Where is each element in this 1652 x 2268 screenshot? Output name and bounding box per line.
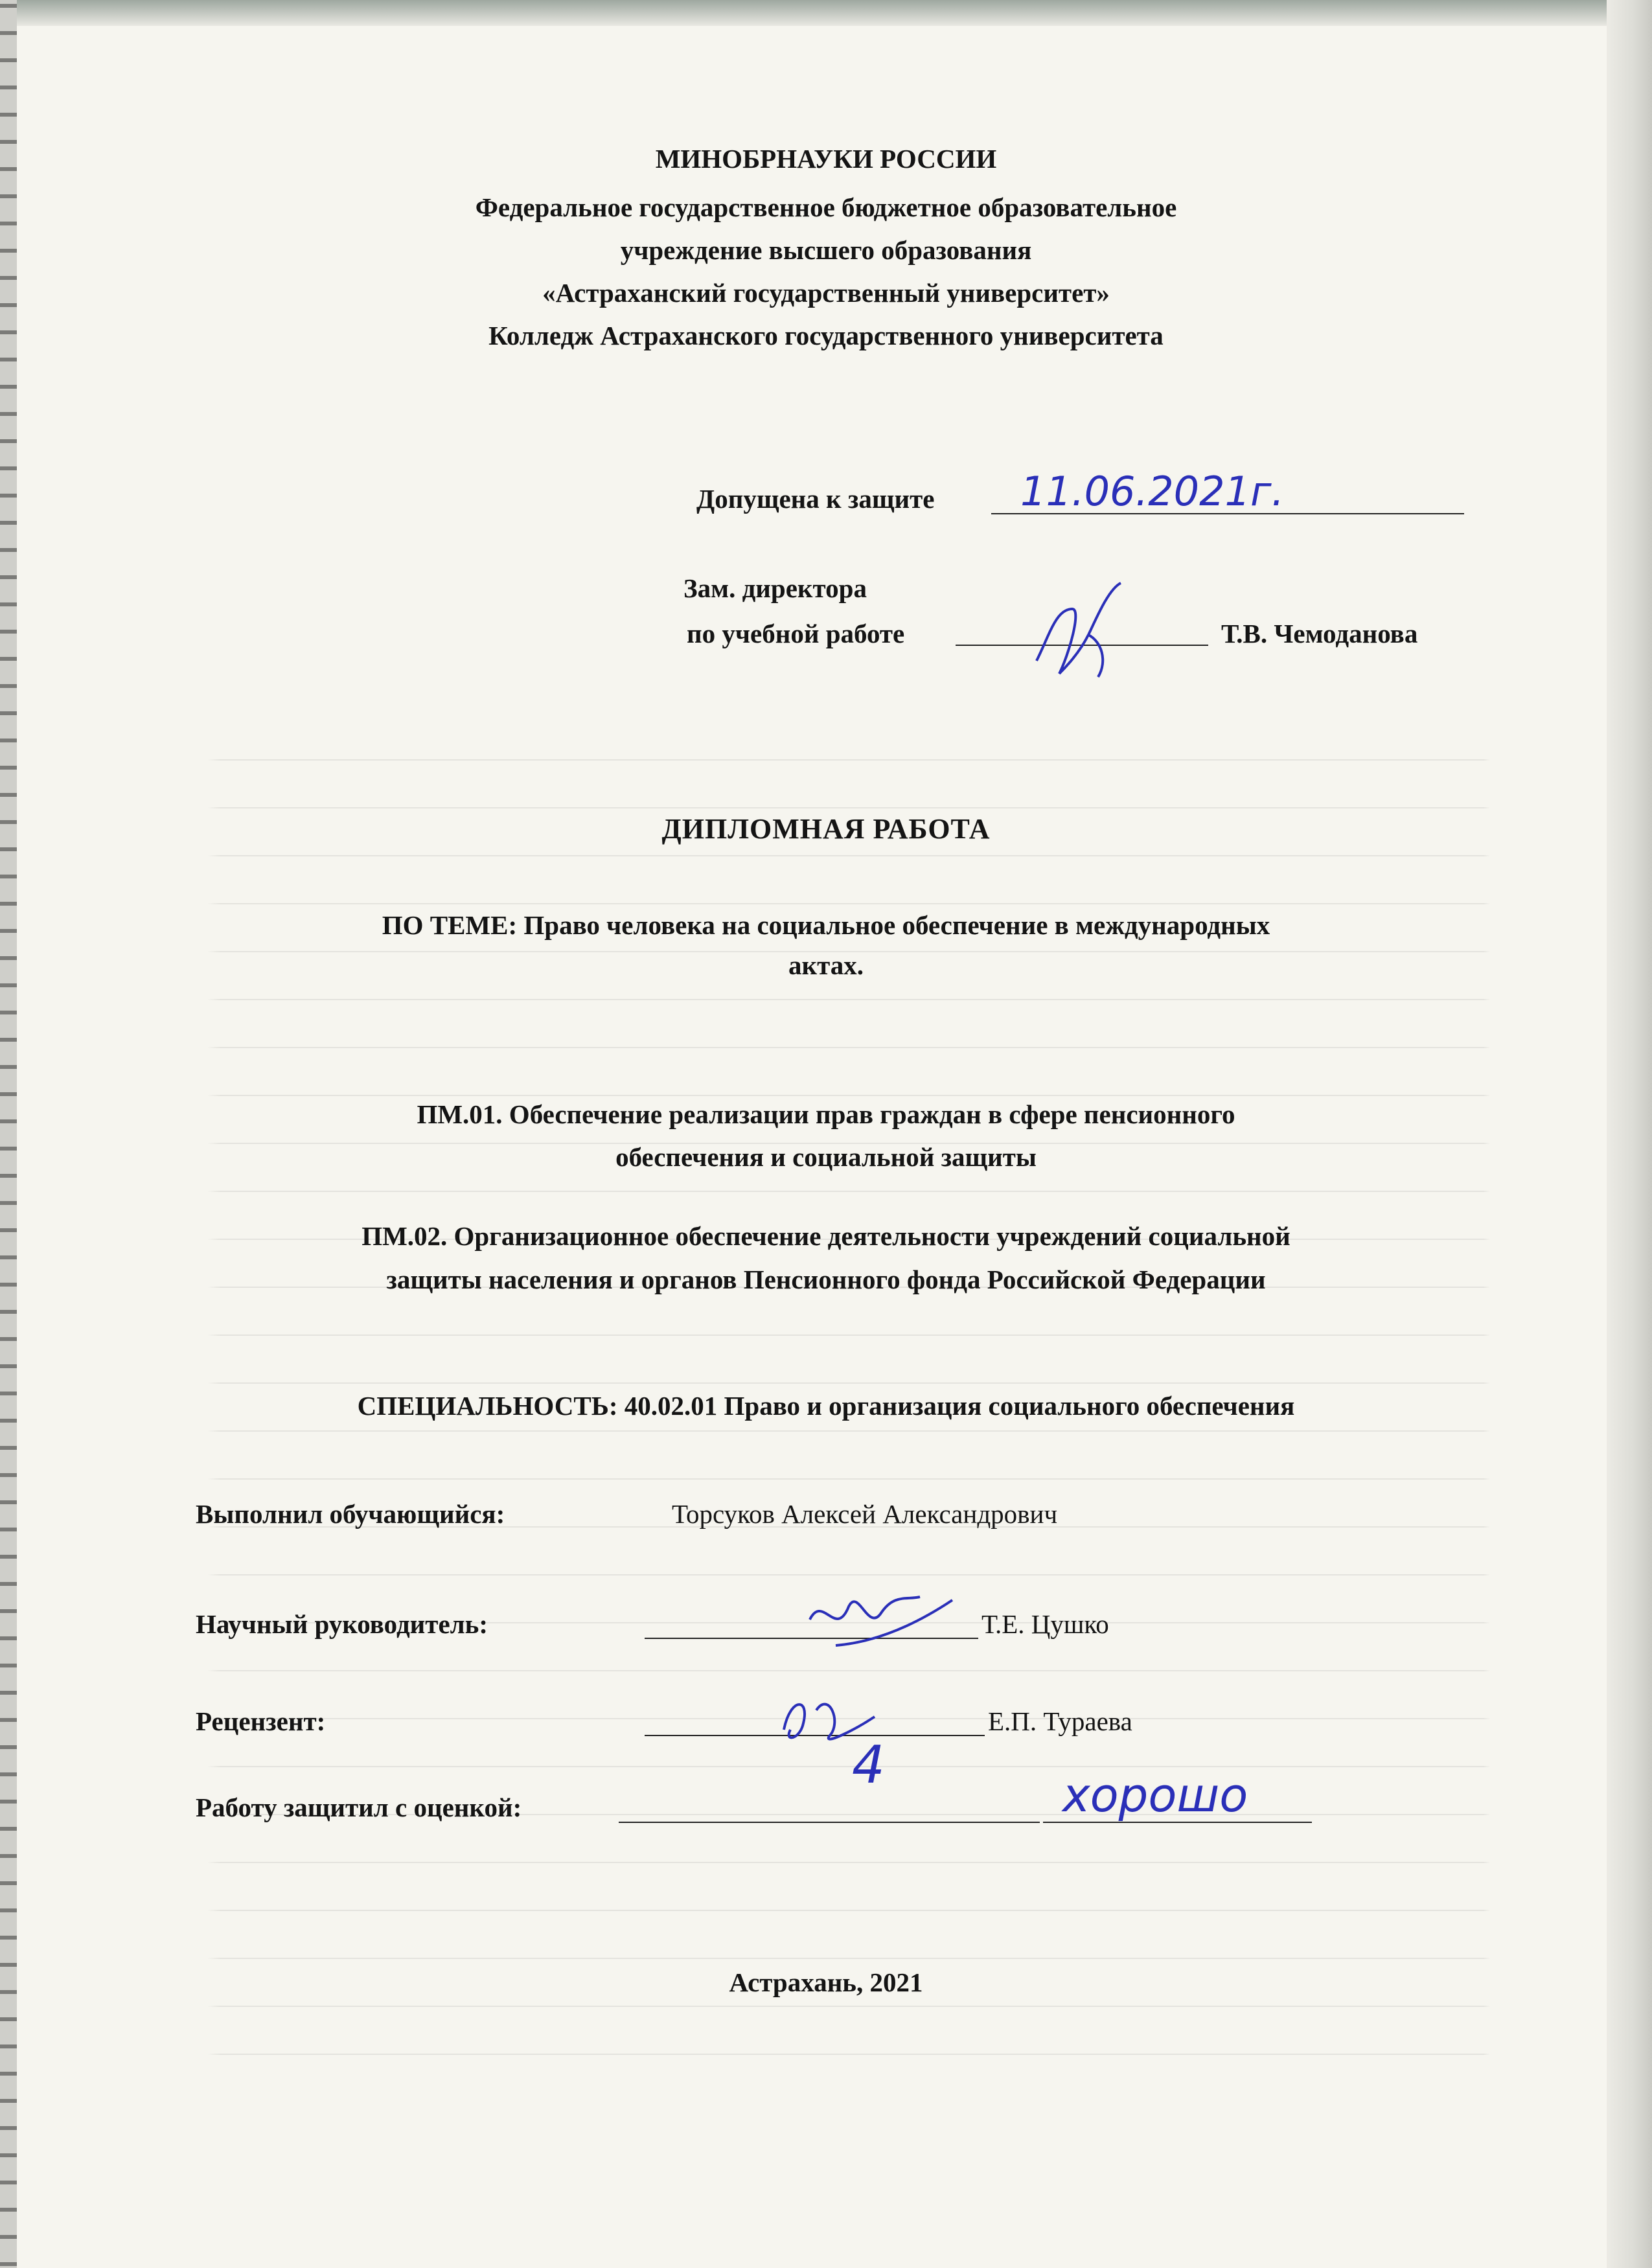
grade-word-handwritten: хорошо — [1062, 1768, 1248, 1822]
grade-label: Работу защитил с оценкой: — [196, 1793, 522, 1822]
deputy-name: Т.В. Чемоданова — [1221, 619, 1418, 648]
module-pm02-line-2: защиты населения и органов Пенсионного фонда Российской Федерации — [386, 1265, 1266, 1294]
college-name: Колледж Астраханского государственного университета — [488, 321, 1164, 350]
institution-line-1: Федеральное государственное бюджетное образовательное — [475, 192, 1177, 222]
supervisor-signature — [797, 1581, 965, 1658]
grade-number-handwritten: 4 — [852, 1735, 885, 1795]
institution-line-2: учреждение высшего образования — [620, 235, 1032, 265]
scan-top-edge — [0, 0, 1607, 26]
supervisor-label: Научный руководитель: — [196, 1609, 488, 1639]
module-pm01-line-1: ПМ.01. Обеспечение реализации прав граждан в сфере пенсионного — [417, 1099, 1235, 1129]
supervisor-name: Т.Е. Цушко — [981, 1609, 1109, 1639]
document-type: ДИПЛОМНАЯ РАБОТА — [661, 813, 991, 845]
admitted-label: Допущена к защите — [696, 484, 935, 514]
deputy-academic-label: по учебной работе — [687, 619, 905, 648]
ministry-title: МИНОБРНАУКИ РОССИИ — [655, 144, 997, 174]
topic-line-2: актах. — [788, 950, 864, 980]
grade-number-line — [619, 1822, 1040, 1823]
module-pm01-line-2: обеспечения и социальной защиты — [615, 1142, 1037, 1172]
student-name: Торсуков Алексей Александрович — [672, 1499, 1058, 1529]
reviewer-name: Е.П. Тураева — [988, 1706, 1132, 1736]
topic-line-1: ПО ТЕМЕ: Право человека на социальное обеспечение в международных — [382, 910, 1270, 940]
student-label: Выполнил обучающийся: — [196, 1499, 505, 1529]
deputy-director-label: Зам. директора — [683, 573, 867, 603]
specialty: СПЕЦИАЛЬНОСТЬ: 40.02.01 Право и организация социального обеспечения — [357, 1391, 1295, 1421]
university-name: «Астраханский государственный университет» — [542, 278, 1110, 308]
deputy-signature — [1011, 564, 1140, 693]
reviewer-label: Рецензент: — [196, 1706, 326, 1736]
admitted-date-handwritten: 11.06.2021г. — [1020, 468, 1285, 515]
city-year: Астрахань, 2021 — [729, 1967, 923, 1997]
module-pm02-line-1: ПМ.02. Организационное обеспечение деятельности учреждений социальной — [361, 1221, 1291, 1251]
